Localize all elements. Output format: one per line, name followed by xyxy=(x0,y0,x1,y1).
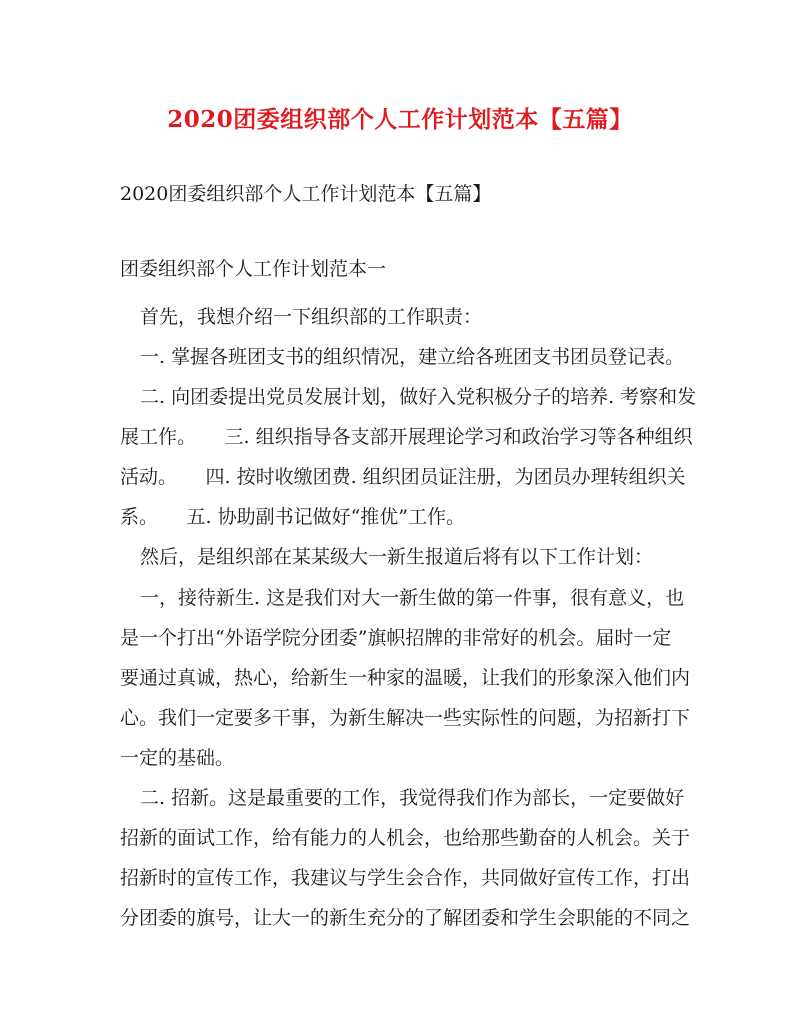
paragraph-line: 招新时的宣传工作，我建议与学生会合作，共同做好宣传工作，打出 xyxy=(120,867,691,889)
paragraph-line: 展工作。 三. 组织指导各支部开展理论学习和政治学习等各种组织 xyxy=(120,426,693,448)
paragraph-line: 一. 掌握各班团支书的组织情况，建立给各班团支书团员登记表。 xyxy=(140,346,685,368)
paragraph-line: 二. 向团委提出党员发展计划，做好入党积极分子的培养. 考察和发 xyxy=(140,386,697,408)
paragraph-line: 一，接待新生. 这是我们对大一新生做的第一件事，很有意义，也 xyxy=(140,587,685,609)
document-subtitle: 2020团委组织部个人工作计划范本【五篇】 xyxy=(120,183,492,205)
paragraph-line: 要通过真诚，热心，给新生一种家的温暖，让我们的形象深入他们内 xyxy=(120,667,691,689)
paragraph-line: 二. 招新。这是最重要的工作，我觉得我们作为部长，一定要做好 xyxy=(140,787,685,809)
section-heading: 团委组织部个人工作计划范本一 xyxy=(120,258,387,280)
paragraph-line: 分团委的旗号，让大一的新生充分的了解团委和学生会职能的不同之 xyxy=(120,907,691,929)
paragraph-line: 首先，我想介绍一下组织部的工作职责： xyxy=(140,306,483,328)
paragraph-line: 系。 五. 协助副书记做好“推优”工作。 xyxy=(120,506,466,528)
paragraph-line: 活动。 四. 按时收缴团费. 组织团员证注册，为团员办理转组织关 xyxy=(120,466,686,488)
paragraph-line: 然后，是组织部在某某级大一新生报道后将有以下工作计划： xyxy=(140,546,654,568)
paragraph-line: 招新的面试工作，给有能力的人机会，也给那些勤奋的人机会。关于 xyxy=(120,827,691,849)
paragraph-line: 心。我们一定要多干事，为新生解决一些实际性的问题，为招新打下 xyxy=(120,707,691,729)
paragraph-line: 是一个打出“外语学院分团委”旗帜招牌的非常好的机会。届时一定 xyxy=(120,627,672,649)
paragraph-line: 一定的基础。 xyxy=(120,747,235,769)
document-title: 2020团委组织部个人工作计划范本【五篇】 xyxy=(167,106,633,133)
